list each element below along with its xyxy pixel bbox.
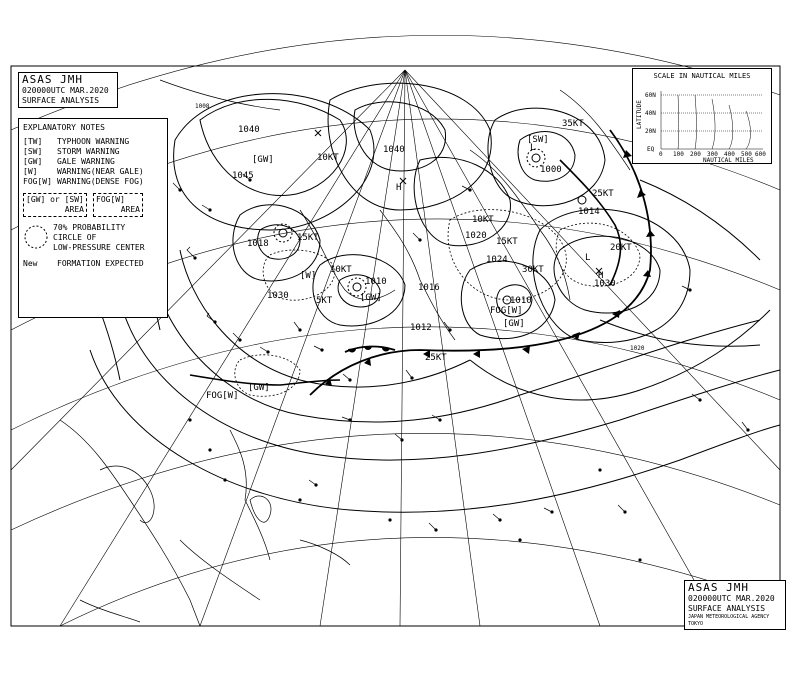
notes-row: [23, 157, 163, 167]
storm-warning: [SW]: [527, 135, 549, 145]
label-1016: 1016: [418, 283, 440, 293]
fog-area-sample: [93, 193, 143, 217]
low-marker-kuril: L: [530, 143, 536, 153]
x-tick: 600: [755, 151, 766, 158]
label-1008: 1008: [195, 103, 210, 110]
notes-new-row: [23, 259, 163, 269]
station-plots: [178, 178, 749, 561]
label-1018: 1018: [247, 239, 269, 249]
notes-text: TYPHOON WARNING: [57, 137, 130, 146]
area-fog-label: AREA: [120, 205, 140, 214]
notes-text: WARNING(NEAR GALE): [57, 167, 144, 176]
footer-time: 020000UTC MAR.2020: [688, 594, 775, 603]
label-1040-west: 1040: [238, 125, 260, 135]
wind-10kt-c: 10KT: [472, 215, 494, 225]
wind-5kt: 5KT: [316, 296, 333, 306]
new-text: FORMATION EXPECTED: [57, 259, 144, 268]
x-tick: 200: [690, 151, 701, 158]
label-1020: 1020: [465, 231, 487, 241]
label-1030-west: 1030: [267, 291, 289, 301]
x-tick: 300: [707, 151, 718, 158]
near-gale-warning: [W]: [300, 271, 317, 281]
lat-tick: 20N: [645, 128, 656, 135]
notes-code: [SW]: [23, 147, 43, 156]
high-marker-east: H: [598, 271, 604, 281]
notes-text: STORM WARNING: [57, 147, 120, 156]
low-center-kuril: [532, 154, 540, 162]
prob-line: CIRCLE OF: [53, 233, 97, 242]
prob-line: 70% PROBABILITY: [53, 223, 126, 232]
wind-10kt-a: 10KT: [317, 153, 339, 163]
notes-area-samples: [23, 193, 163, 217]
area-gw-code: [GW]: [26, 195, 46, 204]
scale-box: [632, 68, 772, 164]
scale-title: SCALE IN NAUTICAL MILES: [653, 72, 751, 80]
low-center-east: [578, 196, 586, 204]
label-1040-north: 1040: [383, 145, 405, 155]
x-tick: 400: [724, 151, 735, 158]
label-1045: 1045: [232, 171, 254, 181]
pressure-labels: [195, 103, 645, 352]
wind-20kt: 20KT: [610, 243, 632, 253]
area-or-word: or: [50, 195, 60, 204]
x-tick: 100: [673, 151, 684, 158]
lat-tick: EQ: [647, 146, 655, 153]
notes-text: WARNING(DENSE FOG): [57, 177, 144, 186]
notes-probability: [23, 223, 163, 253]
scale-graph: [633, 69, 771, 163]
wind-25kt-a: 25KT: [425, 353, 447, 363]
fog-warning-2: FOG[W]: [490, 306, 523, 316]
notes-code: [W]: [23, 167, 38, 176]
gale-warning-4: [GW]: [503, 319, 525, 329]
label-1012: 1012: [410, 323, 432, 333]
area-fog-code: FOG[W]: [96, 195, 125, 204]
scale-lat-label: LATITUDE: [636, 100, 643, 129]
footer-product: SURFACE ANALYSIS: [688, 604, 766, 613]
probability-text: [53, 223, 145, 253]
x-tick: 500: [741, 151, 752, 158]
footer-title-box: [684, 580, 786, 630]
footer-agency: ASAS JMH: [688, 581, 749, 594]
notes-code: FOG[W]: [23, 177, 52, 186]
warning-areas: [235, 210, 640, 397]
label-1014: 1014: [578, 207, 600, 217]
explanatory-notes: [18, 118, 168, 318]
label-1020-east: 1020: [630, 345, 645, 352]
notes-row: [23, 177, 163, 187]
wind-15kt-a: 15KT: [297, 233, 319, 243]
notes-code: [TW]: [23, 137, 43, 146]
header-title-box: [18, 72, 118, 108]
lat-tick: 40N: [645, 110, 656, 117]
header-time: 020000UTC MAR.2020: [22, 86, 109, 95]
label-1000: 1000: [540, 165, 562, 175]
area-sw-code: [SW]: [64, 195, 84, 204]
area-label: AREA: [64, 205, 84, 214]
notes-code: [GW]: [23, 157, 43, 166]
notes-title: EXPLANATORY NOTES: [23, 123, 105, 132]
front-east: [560, 160, 620, 285]
label-1010-japan: 1010: [365, 277, 387, 287]
footer-org: JAPAN METEOROLOGICAL AGENCY TOKYO: [688, 614, 770, 627]
header-agency: ASAS JMH: [22, 73, 83, 86]
gale-warning-2: [GW]: [360, 293, 382, 303]
gw-sw-area-sample: [23, 193, 87, 217]
low-marker-east: L: [585, 253, 591, 263]
notes-row: [23, 147, 163, 157]
notes-text: GALE WARNING: [57, 157, 115, 166]
wind-10kt-b: 10KT: [330, 265, 352, 275]
prob-line: LOW-PRESSURE CENTER: [53, 243, 145, 252]
new-label: New: [23, 259, 38, 268]
wind-30kt: 30KT: [522, 265, 544, 275]
high-marker-north: H: [396, 183, 402, 193]
low-center-japan: [353, 283, 361, 291]
wind-25kt-b: 25KT: [592, 189, 614, 199]
gale-warning-1: [GW]: [252, 155, 274, 165]
label-1010-south: 1010: [510, 296, 532, 306]
x-tick: 0: [659, 151, 663, 158]
notes-row: [23, 167, 163, 177]
probability-circle-icon: [23, 223, 49, 251]
lat-tick: 60N: [645, 92, 656, 99]
fog-warning-1: FOG[W]: [206, 391, 239, 401]
label-1024: 1024: [486, 255, 508, 265]
wind-35kt: 35KT: [562, 119, 584, 129]
gale-warning-3: [GW]: [248, 383, 270, 393]
header-product: SURFACE ANALYSIS: [22, 96, 100, 105]
notes-row: [23, 137, 163, 147]
wind-15kt-b: 15KT: [496, 237, 518, 247]
label-1030-east: 1030: [594, 279, 616, 289]
scale-x-label: NAUTICAL MILES: [703, 157, 754, 163]
warm-front: [345, 346, 395, 353]
